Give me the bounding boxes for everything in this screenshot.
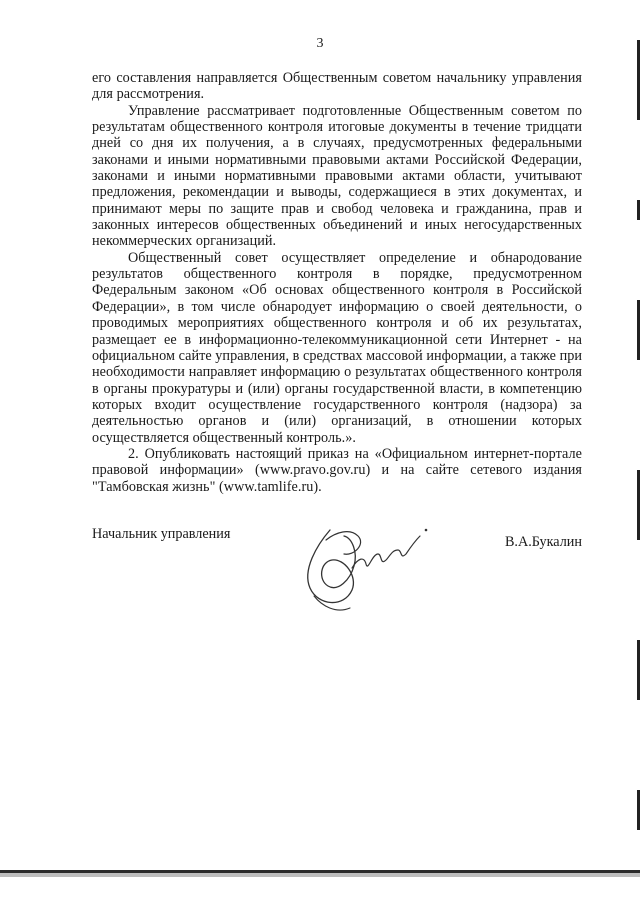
signatory-name: В.А.Букалин xyxy=(504,534,582,550)
signature-block xyxy=(92,526,582,626)
paragraph-review: Управление рассматривает подготовленные Общественным советом по результатам общественного контроля итоговые документы в течение тридцати дней со дня их получения, а в случаях, предусмотренных федеральными законами и иными нормативными правовыми актами Российской Федерации, законами и иными нормативными правовыми актами области, учитывают предложения, рекомендации и выводы, содержащиеся в этих документах, и принимают меры по защите прав и свобод человека и гражданина, прав и законных интересов общественных объединений и иных негосударственных некоммерческих организаций. xyxy=(92,102,582,250)
handwritten-signature xyxy=(292,510,442,620)
page-number: 3 xyxy=(316,36,324,51)
paragraph-continuation: его составления направляется Общественным советом начальнику управления для рассмотрения. xyxy=(92,70,582,103)
paragraph-publication-of-results: Общественный совет осуществляет определение и обнародование результатов общественного контроля в порядке, предусмотренном Федеральным законом «Об основах общественного контроля в Российской Федерации», в том числе обнародует информацию о своей деятельности, о проводимых мероприятиях общественного контроля и об их результатах, размещает ее в информационно-телекоммуникационной сети Интернет - на официальном сайте управления, в средствах массовой информации, а также при необходимости направляет информацию о результатах общественного контроля в органы прокуратуры и (или) органы государственной власти, в компетенцию которых входит осуществление государственного контроля (надзора) за деятельностью органов и (или) организаций, в отношении которых осуществляется общественный контроль.». xyxy=(92,249,583,446)
paragraph-publish-order: 2. Опубликовать настоящий приказ на «Официальном интернет-портале правовой информации» (www.pravo.gov.ru) и на сайте сетевого издания "Тамбовская жизнь" (www.tamlife.ru). xyxy=(92,445,582,495)
scan-bottom-shade xyxy=(0,873,640,877)
document-body xyxy=(92,70,582,495)
scan-edge-marks xyxy=(636,0,640,905)
signatory-position: Начальник управления xyxy=(92,526,231,542)
